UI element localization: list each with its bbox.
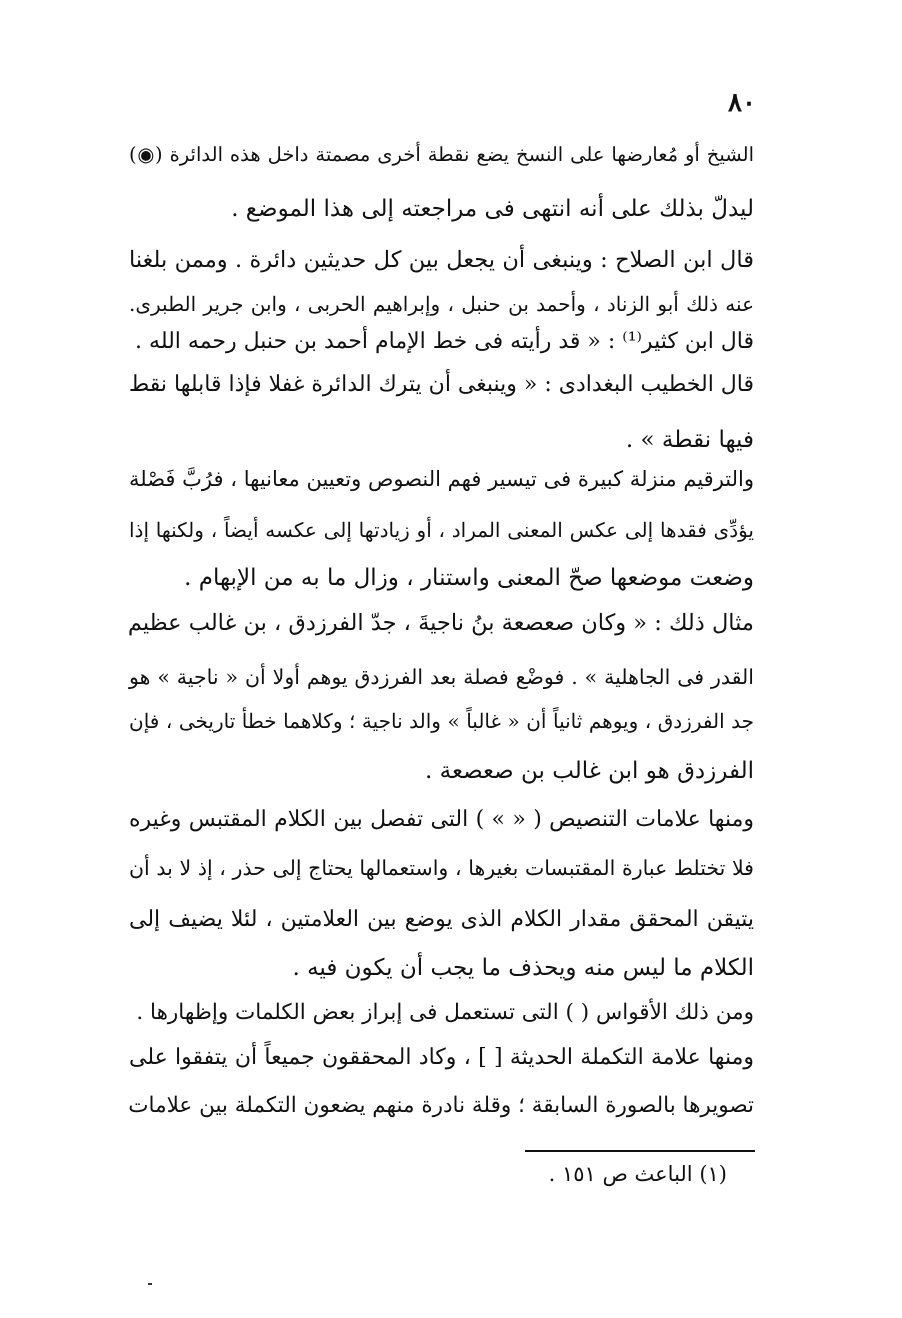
footnote: (١) الباعث ص ١٥١ .	[548, 1162, 727, 1186]
text-line-18: الكلام ما ليس منه ويحذف ما يجب أن يكون فيه .	[292, 955, 754, 981]
text-line-17: يتيقن المحقق مقدار الكلام الذى يوضع بين العلامتين ، لئلا يضيف إلى	[129, 907, 754, 932]
text-line-5: قال ابن كثير⁽¹⁾ : « قد رأيته فى خط الإمام أحمد بن حنبل رحمه الله .	[135, 329, 754, 354]
text-line-7: فيها نقطة » .	[625, 427, 754, 453]
text-line-16: فلا تختلط عبارة المقتبسات بغيرها ، واستعمالها يحتاج إلى حذر ، إذ لا بد أن	[129, 856, 754, 880]
text-line-3: قال ابن الصلاح : وينبغى أن يجعل بين كل حديثين دائرة . وممن بلغنا	[129, 247, 754, 273]
text-line-13: جد الفرزدق ، ويوهم ثانياً أن « غالباً » والد ناجية ؛ وكلاهما خطأ تاريخى ، فإن	[129, 709, 754, 733]
scan-speck	[148, 1283, 152, 1285]
text-line-11: مثال ذلك : « وكان صعصعة بنُ ناجيةَ ، جدّ الفرزدق ، بن غالب عظيم	[127, 610, 754, 636]
text-line-6: قال الخطيب البغدادى : « وينبغى أن يترك الدائرة غفلا فإذا قابلها نقط	[128, 372, 754, 397]
text-line-21: تصويرها بالصورة السابقة ؛ وقلة نادرة منهم يضعون التكملة بين علامات	[128, 1093, 754, 1118]
text-line-1: الشيخ أو مُعارضها على النسخ يضع نقطة أخرى مصمتة داخل هذه الدائرة (◉)	[129, 143, 754, 166]
text-line-10: وضعت موضعها صحّ المعنى واستنار ، وزال ما به من الإبهام .	[184, 565, 754, 591]
text-line-15: ومنها علامات التنصيص ( « » ) التى تفصل بين الكلام المقتبس وغيره	[129, 807, 754, 832]
page-number: ٨٠	[728, 88, 756, 118]
text-line-9: يؤدِّى فقدها إلى عكس المعنى المراد ، أو زيادتها إلى عكسه أيضاً ، ولكنها إذا	[129, 518, 754, 542]
text-line-8: والترقيم منزلة كبيرة فى تيسير فهم النصوص وتعيين معانيها ، فرُبَّ فَصْلة	[129, 467, 754, 491]
text-line-14: الفرزدق هو ابن غالب بن صعصعة .	[425, 758, 754, 784]
text-line-12: القدر فى الجاهلية » . فوضْع فصلة بعد الفرزدق يوهم أولا أن « ناجية » هو	[129, 665, 754, 689]
footnote-separator	[525, 1150, 755, 1152]
text-line-19: ومن ذلك الأقواس ( ) التى تستعمل فى إبراز بعض الكلمات وإظهارها .	[136, 1000, 754, 1025]
text-line-4: عنه ذلك أبو الزناد ، وأحمد بن حنبل ، وإبراهيم الحربى ، وابن جرير الطبرى.	[129, 292, 754, 316]
text-line-2: ليدلّ بذلك على أنه انتهى فى مراجعته إلى هذا الموضع .	[231, 196, 754, 222]
text-line-20: ومنها علامة التكملة الحديثة [ ] ، وكاد المحققون جميعاً أن يتفقوا على	[129, 1045, 754, 1070]
